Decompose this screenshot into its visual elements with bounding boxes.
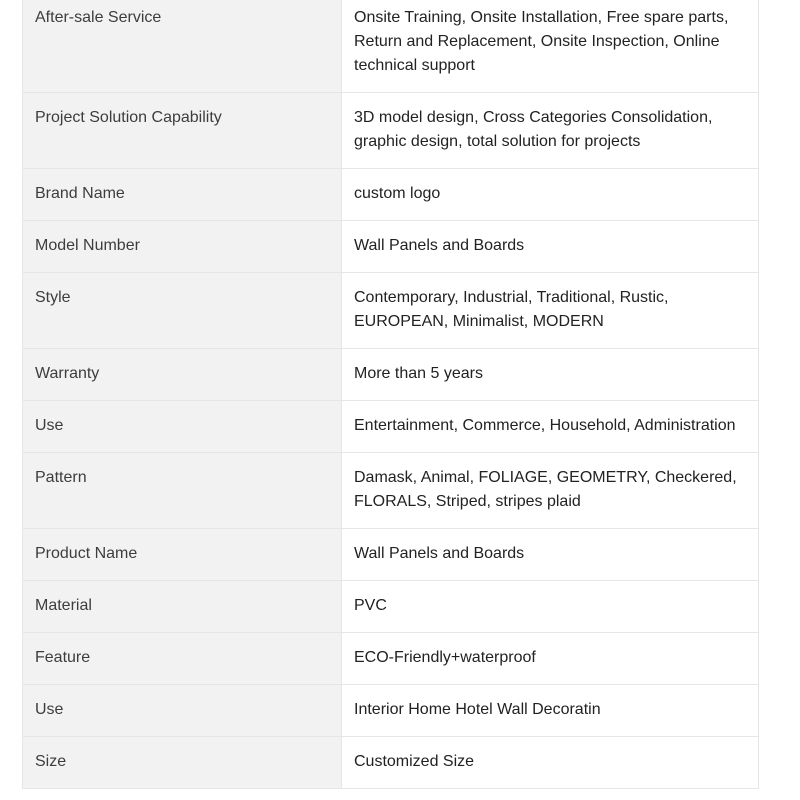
spec-key: Use [23, 685, 342, 737]
table-row [23, 401, 759, 453]
table-row [23, 737, 759, 789]
product-spec-table [22, 0, 759, 789]
table-row [23, 0, 759, 93]
spec-key: After-sale Service [23, 0, 342, 93]
spec-key: Pattern [23, 453, 342, 529]
table-row [23, 93, 759, 169]
spec-value: Customized Size [342, 737, 759, 789]
spec-value: Wall Panels and Boards [342, 221, 759, 273]
spec-key: Feature [23, 633, 342, 685]
spec-value: 3D model design, Cross Categories Consolidation, graphic design, total solution for projects [342, 93, 759, 169]
table-row [23, 169, 759, 221]
table-row [23, 685, 759, 737]
spec-value: ECO-Friendly+waterproof [342, 633, 759, 685]
spec-key: Size [23, 737, 342, 789]
spec-key: Product Name [23, 529, 342, 581]
spec-key: Material [23, 581, 342, 633]
spec-value: Onsite Training, Onsite Installation, Free spare parts, Return and Replacement, Onsite Inspection, Online technical support [342, 0, 759, 93]
table-row [23, 529, 759, 581]
spec-value: More than 5 years [342, 349, 759, 401]
spec-key: Model Number [23, 221, 342, 273]
table-row [23, 349, 759, 401]
spec-value: Entertainment, Commerce, Household, Administration [342, 401, 759, 453]
spec-key: Use [23, 401, 342, 453]
table-row [23, 453, 759, 529]
spec-value: Interior Home Hotel Wall Decoratin [342, 685, 759, 737]
spec-value: Damask, Animal, FOLIAGE, GEOMETRY, Checkered, FLORALS, Striped, stripes plaid [342, 453, 759, 529]
spec-value: Wall Panels and Boards [342, 529, 759, 581]
spec-value: custom logo [342, 169, 759, 221]
spec-key: Style [23, 273, 342, 349]
spec-key: Warranty [23, 349, 342, 401]
table-row [23, 221, 759, 273]
spec-value: Contemporary, Industrial, Traditional, Rustic, EUROPEAN, Minimalist, MODERN [342, 273, 759, 349]
spec-key: Project Solution Capability [23, 93, 342, 169]
product-spec-table-container [22, 0, 759, 789]
table-row [23, 273, 759, 349]
spec-value: PVC [342, 581, 759, 633]
table-row [23, 581, 759, 633]
table-row [23, 633, 759, 685]
spec-key: Brand Name [23, 169, 342, 221]
